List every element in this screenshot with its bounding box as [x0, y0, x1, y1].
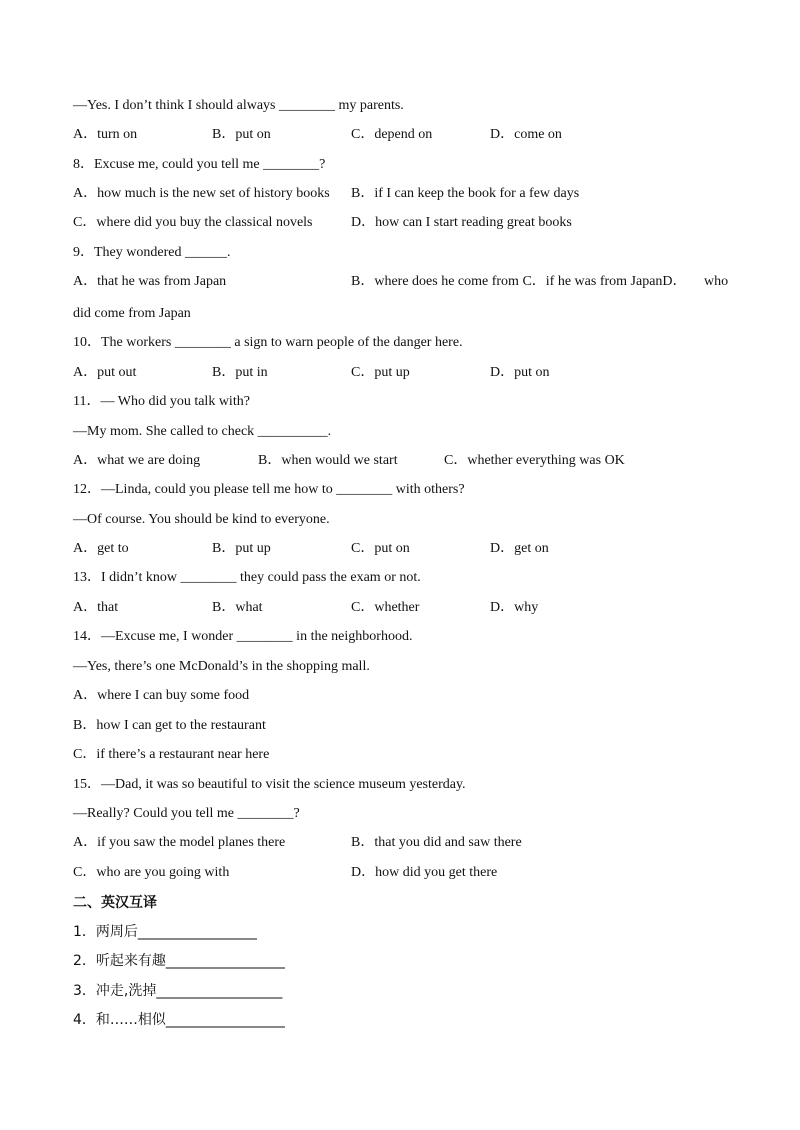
q13-option-d: D．why — [490, 600, 539, 615]
q10-option-d: D．put on — [490, 365, 550, 380]
q7-option-b: B．put on — [212, 127, 271, 142]
translation-item-4: 4．和……相似_________________ — [73, 1012, 285, 1028]
q13-stem: 13．I didn’t know ________ they could pass the exam or not. — [73, 570, 421, 585]
q12-option-c: C．put on — [351, 541, 410, 556]
q9-option-bcd: B．where does he come from C．if he was from JapanD． — [351, 274, 687, 289]
q11-stem: 11．— Who did you talk with? — [73, 394, 250, 409]
translation-item-2: 2．听起来有趣_________________ — [73, 953, 285, 969]
translation-item-3: 3．冲走,洗掉__________________ — [73, 983, 283, 999]
q8-option-c: C．where did you buy the classical novels — [73, 215, 313, 230]
q7-option-c: C．depend on — [351, 127, 433, 142]
q7-answer-line: —Yes. I don’t think I should always ________ my parents. — [73, 98, 404, 113]
q12-option-a: A．get to — [73, 541, 129, 556]
q15-option-c: C．who are you going with — [73, 865, 230, 880]
q12-option-b: B．put up — [212, 541, 271, 556]
q10-option-a: A．put out — [73, 365, 137, 380]
q15-option-d: D．how did you get there — [351, 865, 498, 880]
q14-stem: 14．—Excuse me, I wonder ________ in the neighborhood. — [73, 629, 413, 644]
q10-option-b: B．put in — [212, 365, 268, 380]
q15-option-b: B．that you did and saw there — [351, 835, 522, 850]
q9-option-d-word: who — [704, 274, 729, 289]
q8-stem: 8．Excuse me, could you tell me ________? — [73, 157, 326, 172]
q10-stem: 10．The workers ________ a sign to warn people of the danger here. — [73, 335, 463, 350]
q9-stem: 9．They wondered ______. — [73, 245, 231, 260]
q12-answer-line: —Of course. You should be kind to everyone. — [73, 512, 330, 527]
q14-answer-line: —Yes, there’s one McDonald’s in the shopping mall. — [73, 659, 370, 674]
q12-option-d: D．get on — [490, 541, 549, 556]
q13-option-b: B．what — [212, 600, 263, 615]
q15-option-a: A．if you saw the model planes there — [73, 835, 286, 850]
q7-option-a: A．turn on — [73, 127, 138, 142]
q15-answer-line: —Really? Could you tell me ________? — [73, 806, 300, 821]
q11-option-c: C．whether everything was OK — [444, 453, 625, 468]
translation-item-1: 1．两周后_________________ — [73, 924, 257, 940]
q9-option-a: A．that he was from Japan — [73, 274, 227, 289]
q11-option-b: B．when would we start — [258, 453, 398, 468]
q7-option-d: D．come on — [490, 127, 562, 142]
q14-option-c: C．if there’s a restaurant near here — [73, 747, 270, 762]
q8-option-d: D．how can I start reading great books — [351, 215, 572, 230]
q11-option-a: A．what we are doing — [73, 453, 201, 468]
q9-option-d-continued: did come from Japan — [73, 306, 191, 321]
q15-stem: 15．—Dad, it was so beautiful to visit the science museum yesterday. — [73, 777, 466, 792]
q13-option-a: A．that — [73, 600, 119, 615]
q14-option-a: A．where I can buy some food — [73, 688, 250, 703]
q8-option-b: B．if I can keep the book for a few days — [351, 186, 580, 201]
q13-option-c: C．whether — [351, 600, 420, 615]
section-2-title: 二、英汉互译 — [73, 895, 157, 911]
q10-option-c: C．put up — [351, 365, 410, 380]
q14-option-b: B．how I can get to the restaurant — [73, 718, 266, 733]
q8-option-a: A．how much is the new set of history books — [73, 186, 330, 201]
q11-answer-line: —My mom. She called to check __________. — [73, 424, 332, 439]
q12-stem: 12．—Linda, could you please tell me how to ________ with others? — [73, 482, 465, 497]
